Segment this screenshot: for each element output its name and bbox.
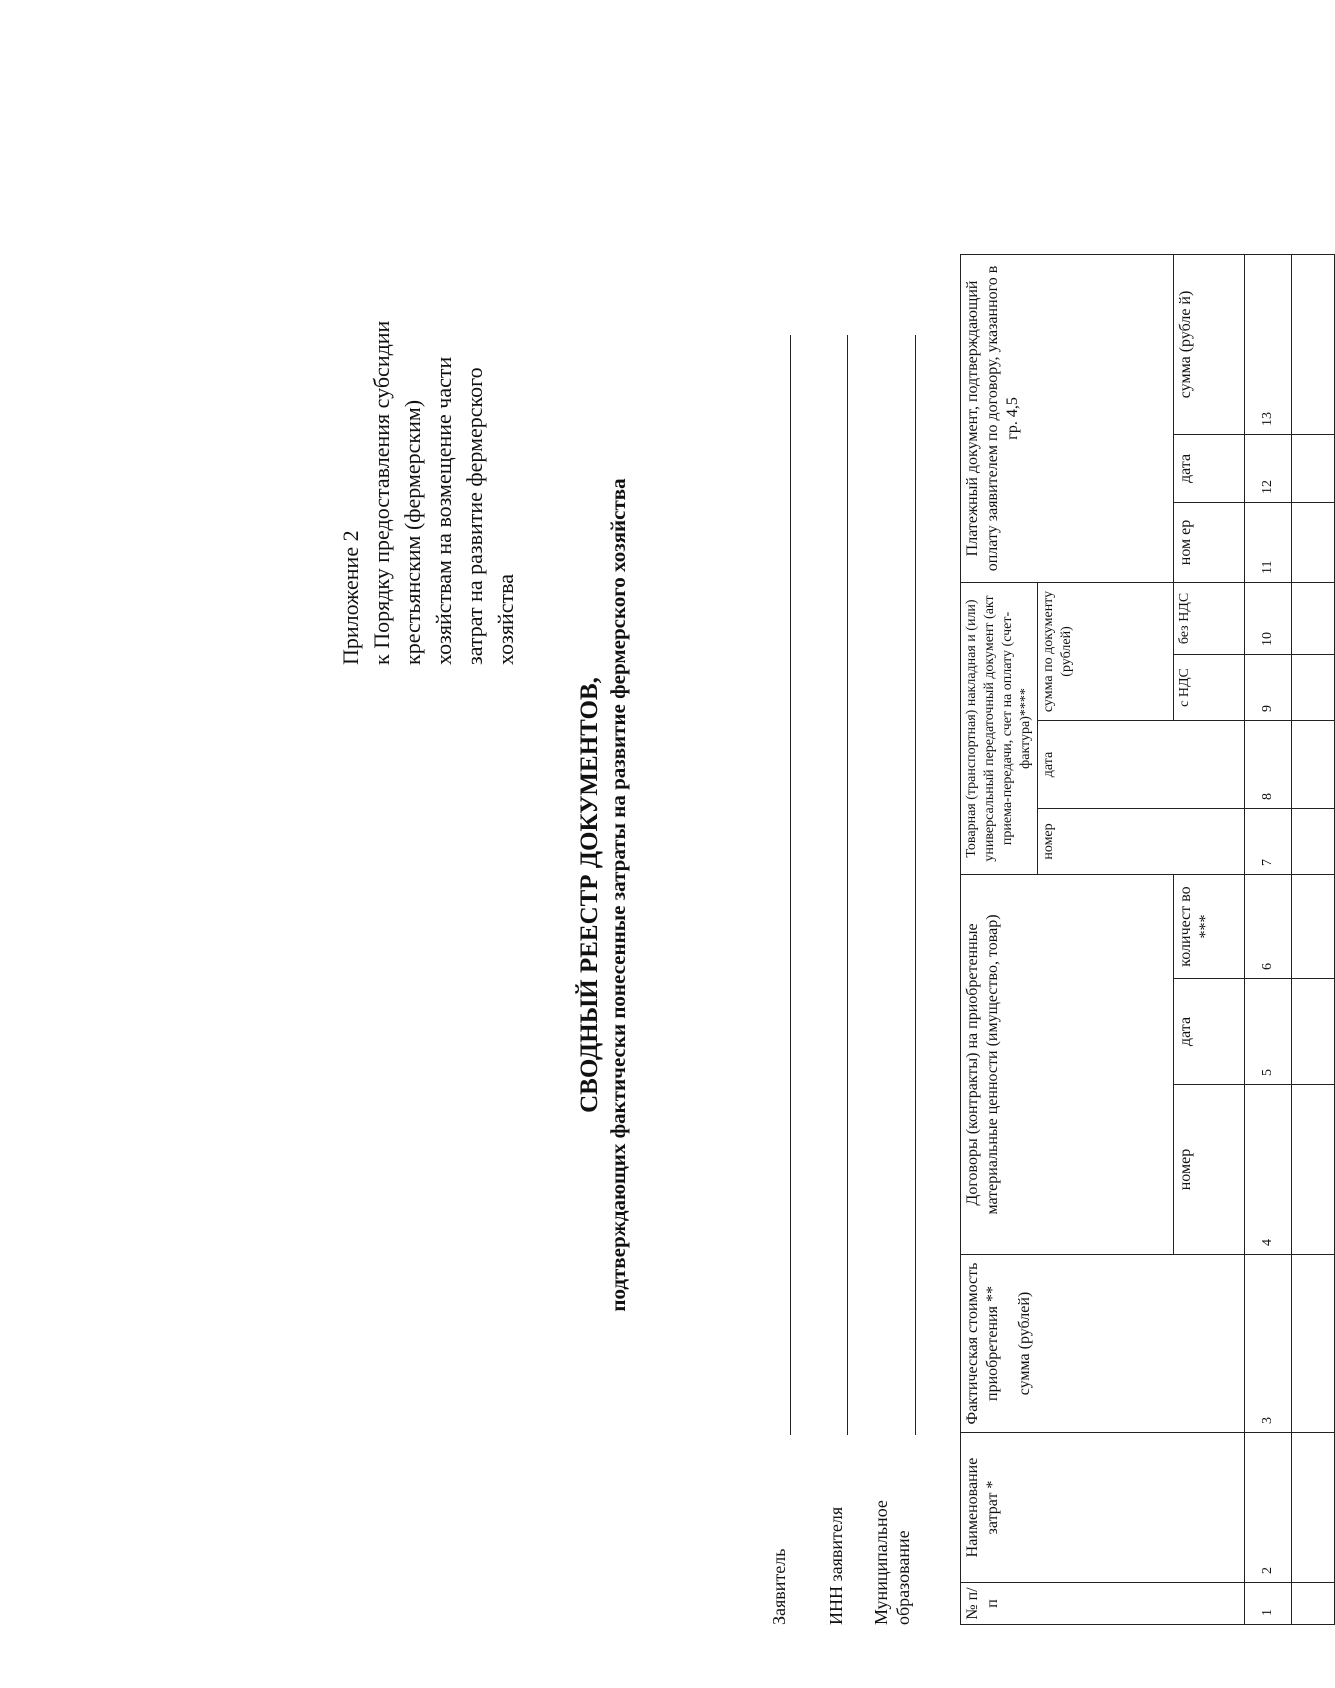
column-number: 11 [1245, 502, 1292, 582]
column-number: 9 [1245, 655, 1292, 721]
table-cell [1292, 502, 1335, 582]
municipality-line [915, 335, 916, 1435]
applicant-line [790, 335, 791, 1435]
title-main: СВОДНЫЙ РЕЕСТР ДОКУМЕНТОВ, [576, 677, 603, 1113]
table-cell [1292, 979, 1335, 1085]
header-contract-qty: количест во *** [1174, 875, 1245, 979]
appendix-line: хозяйства [493, 574, 518, 665]
appendix-line: крестьянским (фермерским) [400, 399, 425, 665]
header-number: № п/п [961, 1583, 1245, 1625]
table-cell [1292, 655, 1335, 721]
header-actual-cost-title: Фактическая стоимость приобретения ** [964, 1262, 1001, 1425]
table-cell [1292, 1583, 1335, 1625]
column-number: 6 [1245, 875, 1292, 979]
header-invoice-with-vat: с НДС [1174, 655, 1245, 721]
header-invoice-number: номер [1038, 809, 1245, 875]
table-header-row [961, 254, 1038, 1624]
header-actual-cost-unit: сумма (рублей) [1016, 1291, 1033, 1396]
appendix-line: Приложение 2 [338, 530, 363, 665]
table-cell [1292, 582, 1335, 654]
table-cell [1292, 434, 1335, 502]
column-number: 1 [1245, 1583, 1292, 1625]
appendix-line: к Порядку предоставления субсидии [369, 320, 394, 665]
column-number: 10 [1245, 582, 1292, 654]
column-number: 2 [1245, 1433, 1292, 1583]
table-cell [1292, 1433, 1335, 1583]
inn-label: ИНН заявителя [826, 1506, 846, 1625]
table-cell [1292, 254, 1335, 434]
column-number: 5 [1245, 979, 1292, 1085]
header-contracts: Договоры (контракты) на приобретенные материальные ценности (имущество, товар) [961, 875, 1174, 1255]
municipality-label-line1: Муниципальное [871, 1500, 891, 1625]
appendix-line: затрат на развитие фермерского [462, 367, 487, 665]
header-contract-number: номер [1174, 1085, 1245, 1255]
header-invoice-date: дата [1038, 721, 1245, 809]
title-subtitle: подтверждающих фактически понесенные затраты на развитие фермерского хозяйства [606, 478, 630, 1312]
table-row [1292, 254, 1335, 1624]
document-title [575, 245, 632, 1545]
municipality-label [870, 1500, 914, 1625]
header-payment-date: дата [1174, 434, 1245, 502]
table-cell [1292, 721, 1335, 809]
table-cell [1292, 875, 1335, 979]
column-number: 4 [1245, 1085, 1292, 1255]
header-contract-date: дата [1174, 979, 1245, 1085]
column-number-row [1245, 254, 1292, 1624]
column-number: 7 [1245, 809, 1292, 875]
header-payment: Платежный документ, подтверждающий оплату заявителем по договору, указанного в гр. 4,5 [961, 254, 1174, 582]
table-cell [1292, 1255, 1335, 1433]
appendix-note [335, 245, 521, 665]
header-payment-number: ном ер [1174, 502, 1245, 582]
document-page [335, 95, 1335, 1625]
header-invoice-without-vat: без НДС [1174, 582, 1245, 654]
column-number: 12 [1245, 434, 1292, 502]
column-number: 13 [1245, 254, 1292, 434]
header-invoice-sum: сумма по документу (рублей) [1038, 582, 1174, 720]
municipality-label-line2: образование [893, 1530, 913, 1625]
header-payment-sum: сумма (рубле й) [1174, 254, 1245, 434]
applicant-label: Заявитель [769, 1548, 789, 1625]
header-cost-name: Наименование затрат * [961, 1433, 1245, 1583]
table-cell [1292, 809, 1335, 875]
header-invoice: Товарная (транспортная) накладная и (или) универсальный передаточный документ (акт приема-передачи, счет на оплату (счет-фактура)**** [961, 582, 1038, 874]
documents-registry-table [960, 254, 1335, 1625]
inn-line [847, 335, 848, 1435]
column-number: 3 [1245, 1255, 1292, 1433]
header-actual-cost [961, 1255, 1245, 1433]
table-cell [1292, 1085, 1335, 1255]
column-number: 8 [1245, 721, 1292, 809]
appendix-line: хозяйствам на возмещение части [431, 356, 456, 665]
